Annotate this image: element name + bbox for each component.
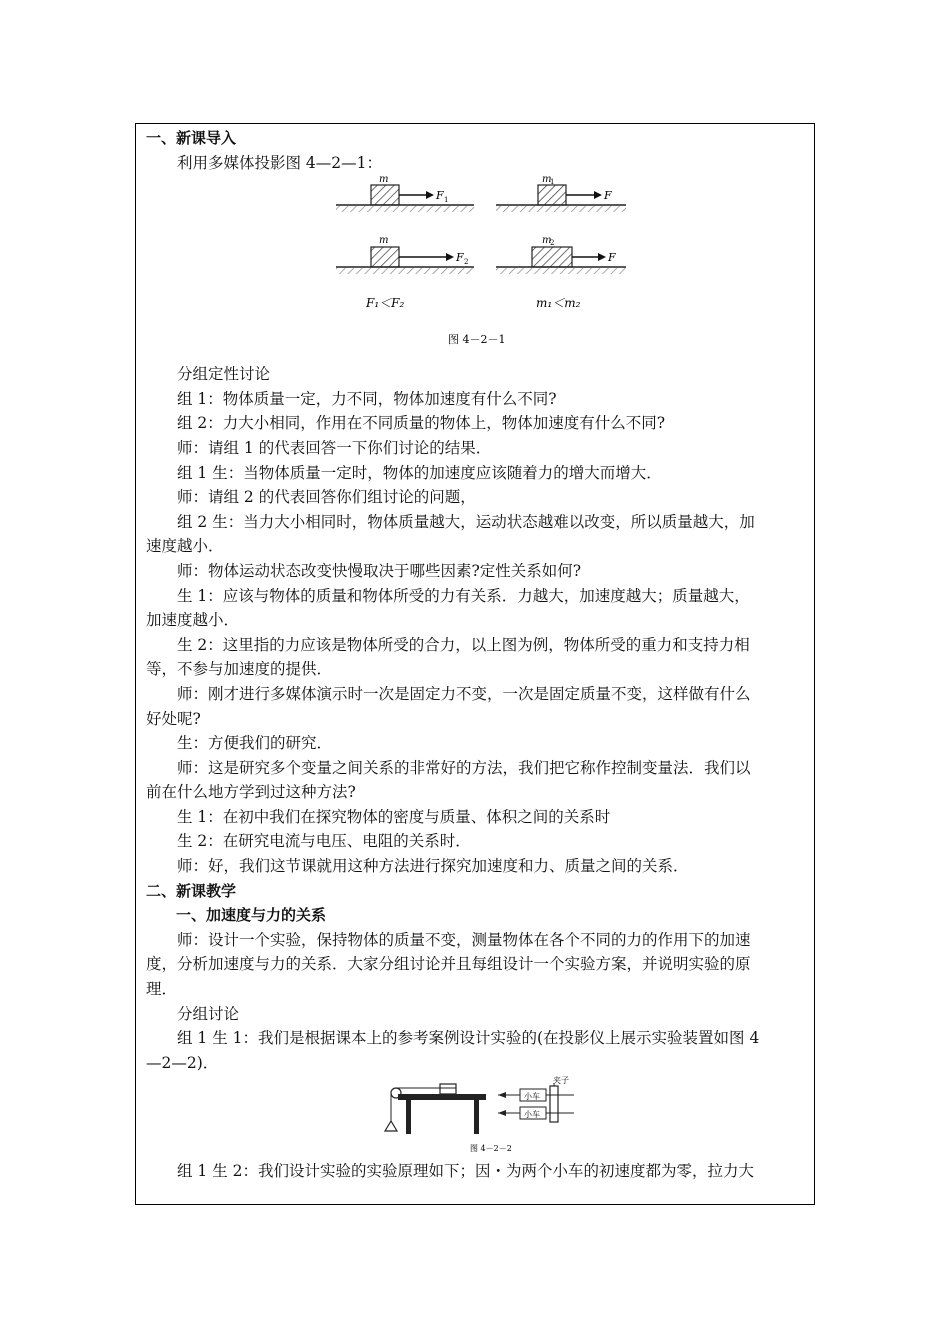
label-m2: m — [542, 235, 552, 247]
arrow-head — [598, 253, 606, 261]
scene-top-left — [336, 175, 474, 212]
top-view-apparatus — [498, 1075, 574, 1122]
para-line: 前在什么地方学到过这种方法? — [146, 783, 356, 802]
label-m: m — [379, 175, 389, 186]
para-line: 师：刚才进行多媒体演示时一次是固定力不变，一次是固定质量不变，这样做有什么 — [177, 684, 751, 703]
para-line: 生：方便我们的研究． — [177, 734, 333, 753]
table-leg — [474, 1100, 479, 1134]
figure-caption: 图 4－2－1 — [448, 333, 506, 347]
clip-label: 夹子 — [553, 1076, 569, 1086]
para-line: 分组讨论 — [177, 1004, 240, 1023]
para-line-last: 组 1 生 2：我们设计实验的实验原理如下；因・为两个小车的初速度都为零，拉力大 — [177, 1162, 755, 1181]
label-m: m — [379, 235, 389, 247]
section2-lines — [146, 928, 806, 1076]
scene-bottom-left — [336, 235, 474, 274]
figure-4-2-1-drawing — [336, 175, 636, 362]
label-m1: m — [542, 175, 552, 186]
label-F: F — [608, 251, 616, 265]
table-apparatus — [385, 1084, 486, 1134]
ground-hatch — [336, 268, 474, 274]
block-m2 — [532, 247, 572, 267]
para-line: 理． — [146, 980, 178, 999]
cart — [440, 1084, 456, 1094]
para-line: 组 1 生 1：我们是根据课本上的参考案例设计实验的(在投影仪上展示实验装置如图 4 — [177, 1029, 760, 1048]
para-line: —2—2)． — [146, 1053, 219, 1072]
para-line: 好处呢? — [146, 709, 201, 728]
subsection-heading: 一、加速度与力的关系 — [176, 906, 327, 925]
para-line: 师：请组 2 的代表回答你们组讨论的问题， — [177, 488, 476, 507]
arrow-head — [426, 191, 434, 199]
para-line: 组 2：力大小相同，作用在不同质量的物体上，物体加速度有什么不同? — [177, 414, 666, 433]
label-F1: F — [436, 189, 444, 203]
condition-left: F₁＜F₂ — [366, 296, 405, 311]
scene-bottom-right — [496, 235, 626, 274]
ground-hatch — [336, 206, 474, 212]
para-line: 生 2：这里指的力应该是物体所受的合力，以上图为例，物体所受的重力和支持力相 — [177, 635, 750, 654]
arrow-head — [446, 253, 454, 261]
para-line: 度，分析加速度与力的关系．大家分组讨论并且每组设计一个实验方案，并说明实验的原 — [146, 955, 751, 974]
lesson-content — [146, 126, 806, 1184]
label-F2-sub: 2 — [464, 258, 469, 267]
para-line: 生 2：在研究电流与电压、电阻的关系时． — [177, 832, 471, 851]
condition-right: m₁＜m₂ — [536, 296, 581, 311]
section-heading-intro: 一、新课导入 — [146, 129, 237, 147]
block-m1 — [538, 185, 566, 205]
para-line: 生 1：应该与物体的质量和物体所受的力有关系．力越大，加速度越大；质量越大， — [177, 586, 750, 605]
para-line: 师：请组 1 的代表回答一下你们讨论的结果． — [177, 438, 492, 457]
intro-line: 利用多媒体投影图 4—2—1： — [177, 153, 383, 172]
scene-top-right — [496, 175, 626, 212]
para-line: 师：设计一个实验，保持物体的质量不变，测量物体在各个不同的力的作用下的加速 — [177, 930, 751, 949]
para-line: 师：好，我们这节课就用这种方法进行探究加速度和力、质量之间的关系． — [177, 857, 689, 876]
label-F: F — [604, 189, 612, 203]
para-line: 组 1 生：当物体质量一定时，物体的加速度应该随着力的增大而增大． — [177, 463, 662, 482]
para-line: 师：物体运动状态改变快慢取决于哪些因素?定性关系如何? — [177, 561, 582, 580]
table-leg — [406, 1100, 411, 1134]
para-line: 速度越小． — [146, 537, 224, 556]
para-line: 组 1：物体质量一定，力不同，物体加速度有什么不同? — [177, 389, 557, 408]
cart-top-label: 小车 — [524, 1092, 540, 1102]
arrow-bottom — [498, 1110, 506, 1116]
arrow-top — [498, 1092, 506, 1098]
para-line: 组 2 生：当力大小相同时，物体质量越大，运动状态越难以改变，所以质量越大，加 — [177, 512, 755, 531]
section1-lines — [146, 362, 806, 878]
block-m — [371, 247, 399, 267]
label-F2: F — [456, 251, 464, 265]
para-line: 等，不参与加速度的提供． — [146, 660, 333, 679]
lesson-table-cell — [135, 123, 815, 1205]
block-m — [371, 185, 399, 205]
clip — [550, 1086, 558, 1122]
ground-hatch — [496, 268, 626, 274]
label-F1-sub: 1 — [444, 196, 449, 205]
para-line: 加速度越小． — [146, 611, 240, 630]
section-heading-teaching: 二、新课教学 — [146, 881, 237, 900]
figure-4-2-1 — [336, 175, 636, 362]
label-m2-sub: 2 — [550, 239, 555, 248]
label-m1-sub: 1 — [550, 178, 555, 187]
table-top — [398, 1094, 486, 1100]
para-line: 分组定性讨论 — [177, 365, 271, 384]
figure-caption: 图 4－2－2 — [470, 1144, 512, 1154]
figure-4-2-2-drawing — [378, 1075, 618, 1159]
para-line: 生 1：在初中我们在探究物体的密度与质量、体积之间的关系时 — [177, 807, 611, 826]
hanging-weight — [385, 1121, 397, 1131]
cart-bottom-label: 小车 — [524, 1110, 540, 1120]
ground-hatch — [496, 206, 626, 212]
para-line: 师：这是研究多个变量之间关系的非常好的方法，我们把它称作控制变量法．我们以 — [177, 758, 751, 777]
arrow-head — [594, 191, 602, 199]
figure-4-2-2 — [378, 1075, 618, 1159]
